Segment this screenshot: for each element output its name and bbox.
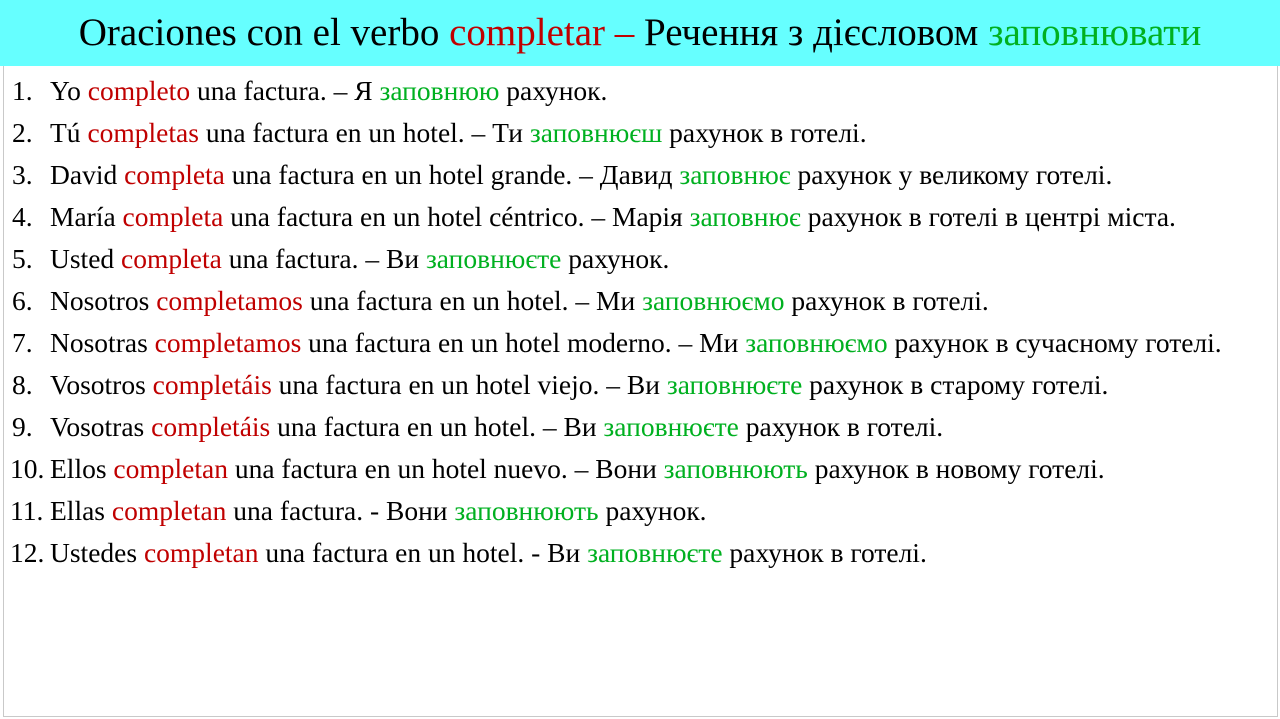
ukrainian-verb: заповнюєш <box>529 117 663 148</box>
title-part-spanish: Oraciones con el verbo <box>78 11 450 54</box>
spanish-verb: completa <box>122 201 224 232</box>
sentence-number: 2. <box>12 117 33 148</box>
sentence-subject: María <box>50 201 123 232</box>
sentence-ending: рахунок в готелі. <box>722 537 927 568</box>
sentence-number: 6. <box>12 285 33 316</box>
sentence-item <box>0 284 1280 318</box>
spanish-verb: completan <box>111 495 227 526</box>
sentence-ending: рахунок в готелі. <box>784 285 989 316</box>
ukrainian-verb: заповнюєте <box>587 537 723 568</box>
sentence-middle: una factura en un hotel. – Ви <box>270 411 604 442</box>
sentence-number: 11. <box>10 495 44 526</box>
sentence-subject: Ellas <box>50 495 112 526</box>
sentence-item <box>0 242 1280 276</box>
sentence-item <box>0 74 1280 108</box>
ukrainian-verb: заповнюють <box>454 495 599 526</box>
sentence-subject: Vosotros <box>50 369 153 400</box>
ukrainian-verb: заповнюєте <box>666 369 803 400</box>
title-dash: – <box>605 11 645 54</box>
sentence-number: 4. <box>12 201 33 232</box>
spanish-verb: completan <box>113 453 228 484</box>
sentence-ending: рахунок в новому готелі. <box>807 453 1105 484</box>
sentence-middle: una factura. – Ви <box>221 243 426 274</box>
sentence-ending: рахунок в старому готелі. <box>802 369 1109 400</box>
ukrainian-verb: заповнюємо <box>745 327 888 358</box>
spanish-verb: completo <box>87 75 191 106</box>
sentence-list <box>0 74 1280 578</box>
sentence-number: 12. <box>10 537 45 568</box>
sentence-number: 8. <box>12 369 33 400</box>
ukrainian-verb: заповнюють <box>663 453 808 484</box>
sentence-item <box>0 158 1280 192</box>
sentence-item <box>0 452 1280 486</box>
ukrainian-verb: заповнюєте <box>425 243 562 274</box>
ukrainian-verb: заповнює <box>689 201 801 232</box>
sentence-middle: una factura en un hotel. - Ви <box>258 537 588 568</box>
sentence-middle: una factura en un hotel nuevo. – Вони <box>227 453 664 484</box>
spanish-verb: completas <box>87 117 199 148</box>
sentence-subject: Tú <box>50 117 88 148</box>
sentence-item <box>0 326 1280 360</box>
title-part-ukrainian: Речення з дієсловом <box>644 11 989 54</box>
spanish-verb: completan <box>143 537 259 568</box>
sentence-subject: David <box>50 159 125 190</box>
sentence-ending: рахунок. <box>598 495 707 526</box>
spanish-verb: completáis <box>151 411 271 442</box>
sentence-middle: una factura en un hotel céntrico. – Марія <box>223 201 690 232</box>
sentence-number: 5. <box>12 243 33 274</box>
spanish-verb: completamos <box>156 285 303 316</box>
sentence-middle: una factura. – Я <box>190 75 380 106</box>
sentence-subject: Ustedes <box>50 537 144 568</box>
title-verb-ukrainian: заповнювати <box>988 11 1202 54</box>
sentence-middle: una factura en un hotel moderno. – Ми <box>301 327 746 358</box>
sentence-ending: рахунок. <box>499 75 608 106</box>
sentence-ending: рахунок в готелі в центрі міста. <box>800 201 1176 232</box>
sentence-item <box>0 368 1280 402</box>
spanish-verb: completamos <box>154 327 302 358</box>
title-verb-spanish: completar <box>449 11 606 54</box>
ukrainian-verb: заповнюємо <box>642 285 785 316</box>
page-title <box>0 0 1280 66</box>
sentence-number: 3. <box>12 159 33 190</box>
sentence-subject: Usted <box>50 243 122 274</box>
sentence-ending: рахунок в готелі. <box>738 411 944 442</box>
sentence-ending: рахунок в готелі. <box>662 117 867 148</box>
sentence-middle: una factura. - Вони <box>226 495 455 526</box>
sentence-subject: Ellos <box>50 453 114 484</box>
sentence-item <box>0 494 1280 528</box>
sentence-middle: una factura en un hotel grande. – Давид <box>224 159 680 190</box>
spanish-verb: completa <box>121 243 222 274</box>
sentence-item <box>0 116 1280 150</box>
sentence-number: 9. <box>12 411 33 442</box>
sentence-ending: рахунок у великому готелі. <box>790 159 1113 190</box>
sentence-subject: Vosotras <box>50 411 152 442</box>
ukrainian-verb: заповнює <box>679 159 791 190</box>
sentence-item <box>0 410 1280 444</box>
spanish-verb: completa <box>124 159 225 190</box>
ukrainian-verb: заповнюєте <box>603 411 739 442</box>
sentence-subject: Nosotros <box>50 285 157 316</box>
sentence-number: 7. <box>12 327 33 358</box>
sentence-middle: una factura en un hotel. – Ти <box>198 117 530 148</box>
sentence-subject: Yo <box>50 75 88 106</box>
sentence-subject: Nosotras <box>50 327 155 358</box>
sentence-middle: una factura en un hotel. – Ми <box>302 285 643 316</box>
sentence-number: 1. <box>12 75 33 106</box>
spanish-verb: completáis <box>152 369 272 400</box>
sentence-item <box>0 200 1280 234</box>
sentence-ending: рахунок в сучасному готелі. <box>887 327 1222 358</box>
sentence-item <box>0 536 1280 570</box>
sentence-number: 10. <box>10 453 45 484</box>
ukrainian-verb: заповнюю <box>379 75 500 106</box>
sentence-ending: рахунок. <box>561 243 670 274</box>
sentence-middle: una factura en un hotel viejo. – Ви <box>271 369 667 400</box>
